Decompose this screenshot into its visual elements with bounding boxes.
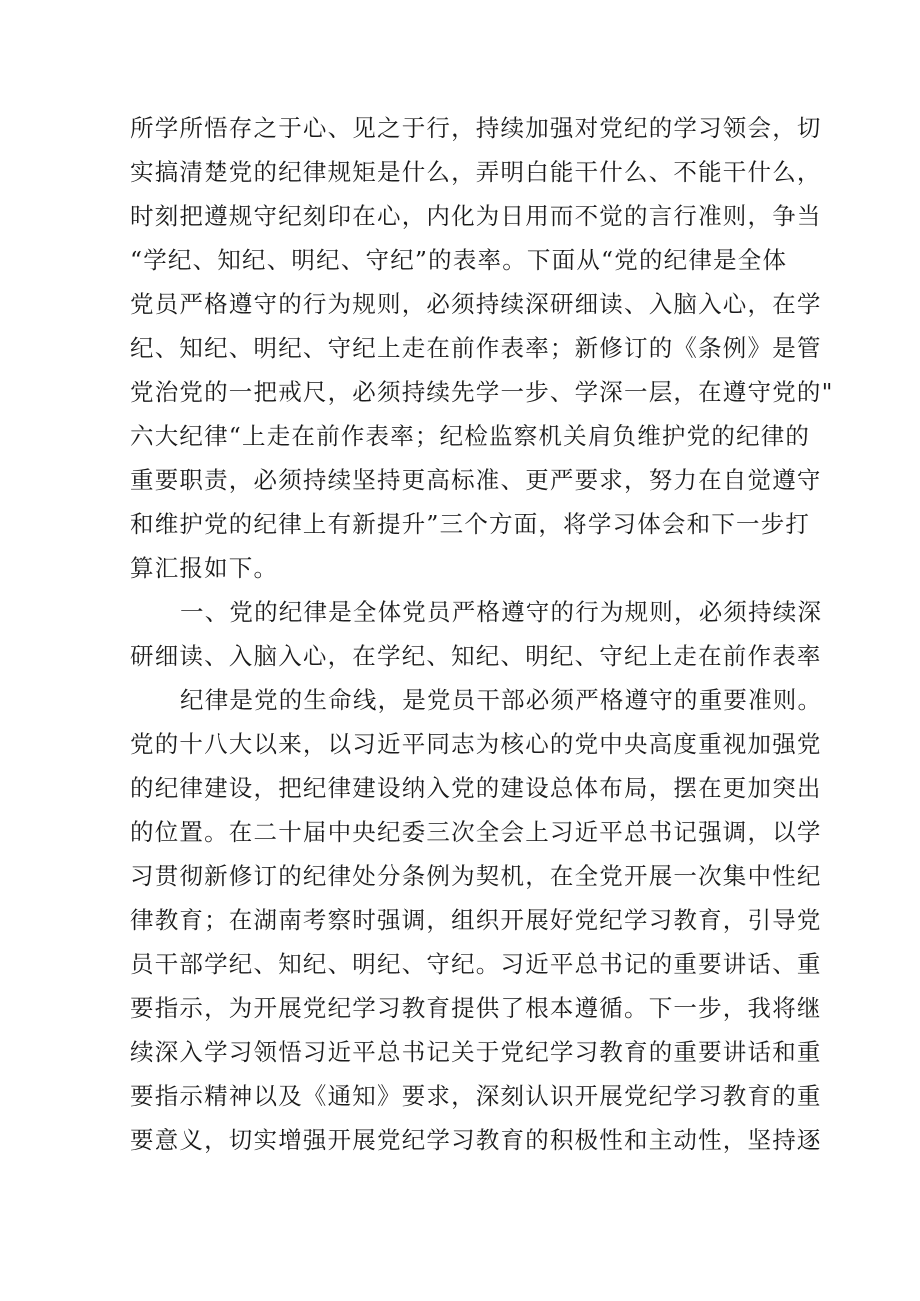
text-line: 重要职责，必须持续坚持更高标准、更严要求，努力在自觉遵守 [130,466,822,494]
text-line: 纪、知纪、明纪、守纪上走在前作表率；新修订的《条例》是管 [130,334,822,362]
text-line: “学纪、知纪、明纪、守纪”的表率。下面从“党的纪律是全体 [130,246,788,274]
body-text [130,106,834,1162]
text-line: 党员严格遵守的行为规则，必须持续深研细读、入脑入心，在学 [130,290,822,318]
text-line: 续深入学习领悟习近平总书记关于党纪学习教育的重要讲话和重 [130,1038,822,1066]
text-line: 党治党的一把戒尺，必须持续先学一步、学深一层，在遵守党的" [130,378,834,406]
text-line: 习贯彻新修订的纪律处分条例为契机，在全党开展一次集中性纪 [130,862,822,890]
text-line: 的位置。在二十届中央纪委三次全会上习近平总书记强调，以学 [130,818,822,846]
section-heading-line: 一、党的纪律是全体党员严格遵守的行为规则，必须持续深 [180,598,823,626]
text-line: 要指示精神以及《通知》要求，深刻认识开展党纪学习教育的重 [130,1082,822,1110]
text-line: 和维护党的纪律上有新提升”三个方面，将学习体会和下一步打 [130,510,811,538]
section-heading-line: 研细读、入脑入心，在学纪、知纪、明纪、守纪上走在前作表率 [130,642,822,670]
text-line: 员干部学纪、知纪、明纪、守纪。习近平总书记的重要讲话、重 [130,950,822,978]
text-line: 六大纪律“上走在前作表率；纪检监察机关肩负维护党的纪律的 [130,422,811,450]
text-line: 实搞清楚党的纪律规矩是什么，弄明白能干什么、不能干什么， [130,158,822,186]
text-line: 所学所悟存之于心、见之于行，持续加强对党纪的学习领会，切 [130,114,822,142]
text-line: 的纪律建设，把纪律建设纳入党的建设总体布局，摆在更加突出 [130,774,822,802]
text-line: 算汇报如下。 [130,554,279,582]
text-line: 要意义，切实增强开展党纪学习教育的积极性和主动性，坚持逐 [130,1126,822,1154]
text-line: 时刻把遵规守纪刻印在心，内化为日用而不觉的言行准则，争当 [130,202,822,230]
text-line: 党的十八大以来，以习近平同志为核心的党中央高度重视加强党 [130,730,822,758]
text-line: 律教育；在湖南考察时强调，组织开展好党纪学习教育，引导党 [130,906,822,934]
text-line: 纪律是党的生命线，是党员干部必须严格遵守的重要准则。 [180,686,823,714]
text-line: 要指示，为开展党纪学习教育提供了根本遵循。下一步，我将继 [130,994,822,1022]
